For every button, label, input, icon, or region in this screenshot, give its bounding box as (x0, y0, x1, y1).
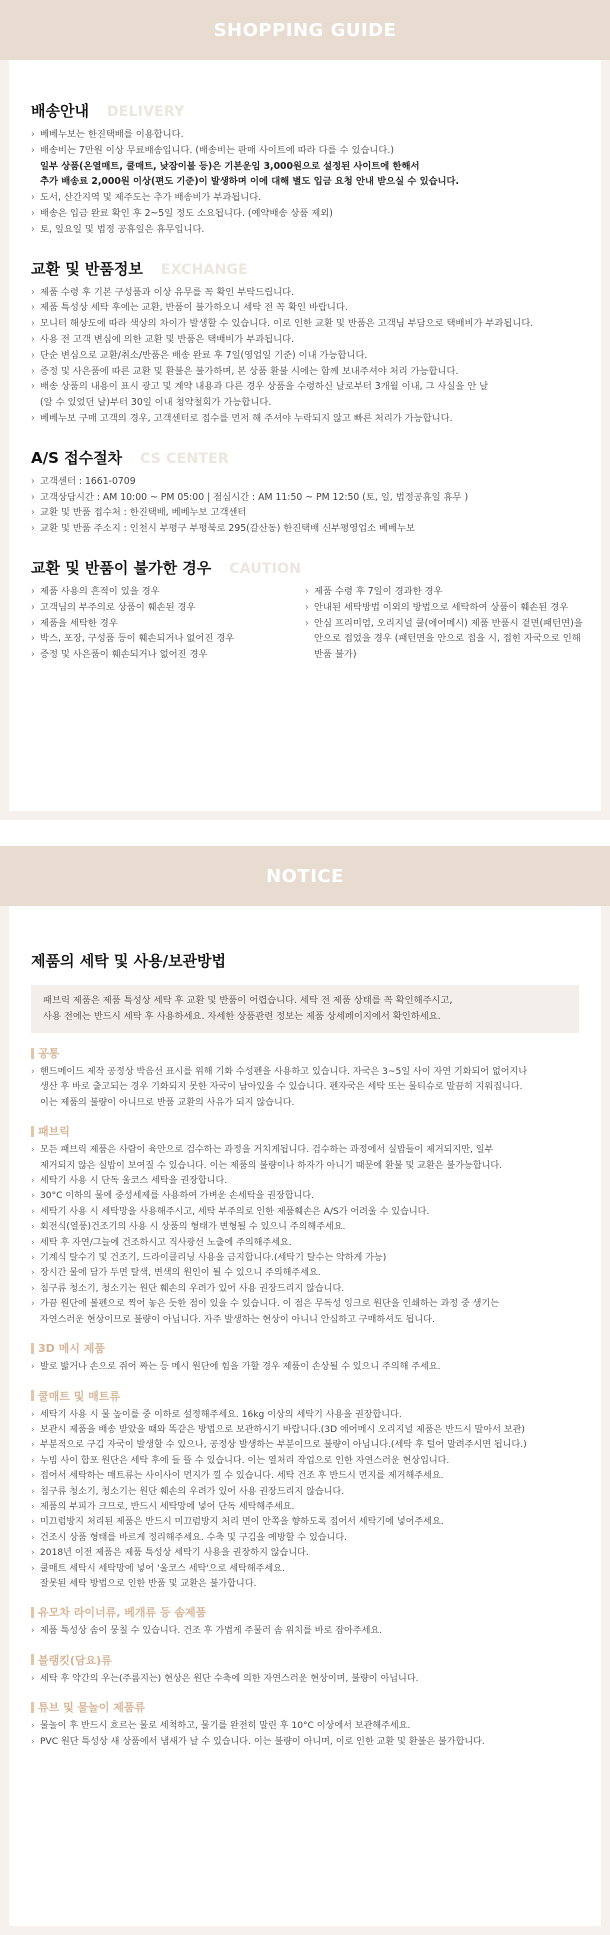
list-item: › 보관시 제품을 배송 받았을 때와 똑같은 방법으로 보관하시기 바랍니다.(3D 에어메시 오리지널 제품은 반드시 말아서 보관) (31, 1423, 579, 1438)
category-label: 블랭킷(담요)류 (38, 1653, 112, 1667)
category-label: 유모차 라이너류, 베개류 등 솜제품 (38, 1606, 207, 1620)
list-item: › 부분적으로 구김 자국이 발생할 수 있으나, 공정상 발생하는 부분이므로 불량이 아닙니다.(세탁 후 털어 말려주시면 됩니다.) (31, 1438, 579, 1453)
exchange-title: 교환 및 반품정보 (31, 259, 143, 278)
intro-line: 사용 전에는 반드시 세탁 후 사용하세요. 자세한 상품관련 정보는 제품 상세페이지에서 확인하세요. (43, 1011, 441, 1022)
category-marker (31, 1390, 34, 1401)
category-list (31, 1624, 579, 1639)
list-item: › 제품을 세탁한 경우 (31, 616, 305, 632)
list-item: › 제품 수령 후 기본 구성품과 이상 유무를 꼭 확인 부탁드립니다. (31, 285, 579, 301)
category-heading (31, 1652, 579, 1668)
list-item: › 발로 밟거나 손으로 쥐어 짜는 등 메시 원단에 힘을 가할 경우 제품이 손상될 수 있으니 주의해 주세요. (31, 1360, 579, 1375)
list-item: › 건조시 상품 형태를 바르게 정리해주세요. 수축 및 구김을 예방할 수 있습니다. (31, 1531, 579, 1546)
category-label: 튜브 및 물놀이 제품류 (38, 1701, 146, 1715)
delivery-subtitle: DELIVERY (106, 104, 185, 120)
category-list (31, 1360, 579, 1375)
list-item: 생산 후 바로 출고되는 경우 기화되지 못한 자국이 남아있을 수 있습니다. 펜자국은 세탁 또는 물티슈로 말끔히 지워집니다. (40, 1082, 523, 1093)
list-item: › 제품의 부피가 크므로, 반드시 세탁망에 넣어 단독 세탁해주세요. (31, 1500, 579, 1515)
category-marker (31, 1126, 34, 1137)
list-item: › 세탁기 사용 시 물 높이를 중 이하로 설정해주세요. 16kg 이상의 세탁기 사용을 권장합니다. (31, 1408, 579, 1423)
list-item: › 모든 패브릭 제품은 사람이 육안으로 검수하는 과정을 거치게됩니다. 검수하는 과정에서 실밥들이 제거되지만, 일부 (31, 1143, 579, 1158)
notice-title: NOTICE (266, 865, 344, 887)
exchange-heading (31, 258, 579, 279)
category-list (31, 1408, 579, 1593)
list-item: › PVC 원단 특성상 새 상품에서 냄새가 날 수 있습니다. 이는 불량이 아니며, 이로 인한 교환 및 환불은 불가합니다. (31, 1735, 579, 1750)
list-item: › 배송비는 7만원 이상 무료배송입니다. (배송비는 판매 사이트에 따라 다를 수 있습니다.) (31, 143, 579, 159)
list-item: 일부 상품(온열매트, 쿨매트, 낮잠이불 등)은 기본운임 3,000원으로 설정된 사이트에 한해서 (40, 160, 420, 172)
category-heading (31, 1604, 579, 1620)
notice-body (9, 906, 601, 1926)
list-item: › 미끄럼방지 처리된 제품은 반드시 미끄럼방지 처리 면이 안쪽을 향하도록 접어서 세탁기에 넣어주세요. (31, 1515, 579, 1530)
cs-title: A/S 접수절차 (31, 448, 123, 467)
delivery-title: 배송안내 (31, 102, 89, 120)
notice-header (0, 846, 610, 906)
category-heading (31, 1388, 579, 1404)
exchange-list (31, 285, 579, 427)
list-item: › 접어서 세탁하는 매트류는 사이사이 먼지가 낄 수 있습니다. 세탁 건조 후 반드시 먼지를 제거해주세요. (31, 1469, 579, 1484)
list-item: › 세탁 후 자연/그늘에 건조하시고 직사광선 노출에 주의해주세요. (31, 1236, 579, 1251)
list-item: › 모니터 해상도에 따라 색상의 차이가 발생할 수 있습니다. 이로 인한 교환 및 반품은 고객님 부담으로 택배비가 부과됩니다. (31, 316, 579, 332)
list-item: › 침구류 청소기, 청소기는 원단 훼손의 우려가 있어 사용 권장드리지 않습니다. (31, 1282, 579, 1297)
delivery-list (31, 127, 579, 238)
category-heading (31, 1045, 579, 1061)
list-item: › 세탁 후 약간의 우는(주름지는) 현상은 원단 수축에 의한 자연스러운 현상이며, 불량이 아닙니다. (31, 1672, 579, 1687)
caution-right-column (305, 584, 583, 663)
list-item: › 회전식(열풍)건조기의 사용 시 상품의 형태가 변형될 수 있으니 주의해주세요. (31, 1220, 579, 1235)
category-heading (31, 1123, 579, 1139)
category-marker (31, 1343, 34, 1354)
category-list (31, 1143, 579, 1328)
list-item: › 고객님의 부주의로 상품이 훼손된 경우 (31, 600, 305, 616)
list-item: 안으로 접었을 경우 (패턴면을 안으로 접을 시, 접힌 자국으로 인해 (314, 633, 581, 645)
caution-left-column (31, 584, 305, 663)
list-item: › 사용 전 고객 변심에 의한 교환 및 반품은 택배비가 부과됩니다. (31, 332, 579, 348)
caution-heading (31, 557, 579, 578)
list-item: › 고객센터 : 1661-0709 (31, 474, 579, 490)
caution-subtitle: CAUTION (229, 560, 302, 577)
shopping-guide-header (0, 0, 610, 60)
category-list (31, 1065, 579, 1111)
list-item: › 장시간 물에 담가 두면 탈색, 변색의 원인이 될 수 있으니 주의해주세요. (31, 1266, 579, 1281)
list-item: › 세탁기 사용 시 단독 울코스 세탁을 권장합니다. (31, 1174, 579, 1189)
list-item: 잘못된 세탁 방법으로 인한 반품 및 교환은 불가합니다. (40, 1578, 257, 1589)
notice-categories (31, 1045, 579, 1750)
category-marker (31, 1702, 34, 1713)
delivery-heading (31, 100, 579, 121)
list-item: 자연스러운 현상이므로 불량이 아닙니다. 자주 발생하는 현상이 아니니 안심하고 구매하셔도 됩니다. (40, 1314, 435, 1325)
list-item: › 안내된 세탁방법 이외의 방법으로 세탁하여 상품이 훼손된 경우 (305, 600, 579, 616)
list-item: › 박스, 포장, 구성품 등이 훼손되거나 없어진 경우 (31, 631, 305, 647)
list-item: › 기계식 탈수기 및 건조기, 드라이클리닝 사용을 금지합니다.(세탁기 탈수는 약하게 가능) (31, 1251, 579, 1266)
caution-columns (31, 584, 583, 663)
list-item: › 제품 특성상 솜이 뭉칠 수 있습니다. 건조 후 가볍게 주물러 솜 위치를 바로 잡아주세요. (31, 1624, 579, 1639)
cs-heading (31, 447, 579, 468)
category-marker (31, 1048, 34, 1059)
list-item: › 세탁기 사용 시 세탁망을 사용해주시고, 세탁 부주의로 인한 제품훼손은 A/S가 어려울 수 있습니다. (31, 1205, 579, 1220)
category-list (31, 1719, 579, 1750)
cs-list (31, 474, 579, 537)
list-item: 이는 제품의 불량이 아니므로 반품 교환의 사유가 되지 않습니다. (40, 1097, 295, 1108)
list-item: › 누빔 사이 합포 원단은 세탁 후에 들 뜰 수 있습니다. 이는 열처리 작업으로 인한 자연스러운 현상입니다. (31, 1454, 579, 1469)
list-item: › 침구류 청소기, 청소기는 원단 훼손의 우려가 있어 사용 권장드리지 않습니다. (31, 1485, 579, 1500)
shopping-guide-title: SHOPPING GUIDE (213, 19, 397, 41)
list-item: › 베베누보는 한진택배를 이용합니다. (31, 127, 579, 143)
list-item: › 교환 및 반품 주소지 : 인천시 부평구 부평북로 295(갈산동) 한진택배 신부평영업소 베베누보 (31, 521, 579, 537)
list-item: 반품 불가) (314, 649, 357, 661)
list-item: › 베베누보 구매 고객의 경우, 고객센터로 접수를 먼저 해 주셔야 누락되지 않고 빠른 처리가 가능합니다. (31, 411, 579, 427)
category-heading (31, 1699, 579, 1715)
list-item: › 교환 및 반품 접수처 : 한진택배, 베베누보 고객센터 (31, 505, 579, 521)
list-item: 추가 배송료 2,000원 이상(편도 기준)이 발생하며 이에 대해 별도 입금 요청 안내 받으실 수 있습니다. (40, 176, 460, 188)
notice-panel (0, 846, 610, 1935)
category-label: 쿨매트 및 매트류 (38, 1389, 121, 1403)
list-item: › 제품 수령 후 7일이 경과한 경우 (305, 584, 579, 600)
list-item: (알 수 있었던 날)부터 30일 이내 청약철회가 가능합니다. (40, 397, 272, 409)
list-item: › 안심 프리미엄, 오리지널 쿨(에어메시) 제품 반품시 겉면(패턴면)을 (305, 616, 579, 632)
list-item: › 제품 특성상 세탁 후에는 교환, 반품이 불가하오니 세탁 전 꼭 확인 바랍니다. (31, 300, 579, 316)
cs-subtitle: CS CENTER (140, 450, 229, 467)
list-item: › 쿨매트 세탁시 세탁망에 넣어 '울코스 세탁'으로 세탁해주세요. (31, 1562, 579, 1577)
list-item: › 고객상담시간 : AM 10:00 ~ PM 05:00 | 점심시간 : AM 11:50 ~ PM 12:50 (토, 일, 법정공휴일 휴무 ) (31, 490, 579, 506)
shopping-guide-panel (0, 0, 610, 820)
caution-title: 교환 및 반품이 불가한 경우 (31, 558, 212, 577)
list-item: › 증정 및 사은품에 따른 교환 및 환불은 불가하며, 본 상품 환불 시에는 함께 보내주셔야 처리 가능합니다. (31, 364, 579, 380)
list-item: › 배송은 입금 완료 확인 후 2~5일 정도 소요됩니다. (예약배송 상품 제외) (31, 206, 579, 222)
category-marker (31, 1607, 34, 1618)
list-item: › 가끔 원단에 볼펜으로 찍어 놓은 듯한 점이 있을 수 있습니다. 이 점은 무독성 잉크로 원단을 인쇄하는 과정 중 생기는 (31, 1297, 579, 1312)
category-label: 공통 (38, 1047, 60, 1060)
list-item: › 제품 사용의 흔적이 있을 경우 (31, 584, 305, 600)
category-heading (31, 1340, 579, 1356)
list-item: › 30°C 이하의 물에 중성세제를 사용하여 가벼운 손세탁을 권장합니다. (31, 1189, 579, 1204)
list-item: › 토, 일요일 및 법정 공휴일은 휴무입니다. (31, 222, 579, 238)
list-item: › 물놀이 후 반드시 흐르는 물로 세척하고, 물기를 완전히 말린 후 10°C 이상에서 보관해주세요. (31, 1719, 579, 1734)
intro-line: 패브릭 제품은 제품 특성상 세탁 후 교환 및 반품이 어렵습니다. 세탁 전 제품 상태를 꼭 확인해주시고, (43, 995, 453, 1006)
exchange-subtitle: EXCHANGE (160, 261, 248, 278)
list-item: › 단순 변심으로 교환/취소/반품은 배송 완료 후 7일(영업일 기준) 이내 가능합니다. (31, 348, 579, 364)
shopping-guide-body (9, 60, 601, 811)
category-label: 3D 메시 제품 (38, 1342, 105, 1356)
category-list (31, 1672, 579, 1687)
notice-intro-box (31, 985, 579, 1033)
list-item: › 배송 상품의 내용이 표시 광고 및 계약 내용과 다른 경우 상품을 수령하신 날로부터 3개월 이내, 그 사실을 안 날 (31, 379, 579, 395)
list-item: 제거되지 않은 실밥이 보여질 수 있습니다. 이는 제품의 불량이나 하자가 아니기 때문에 환불 및 교환은 불가능합니다. (40, 1160, 503, 1171)
category-label: 패브릭 (38, 1125, 70, 1139)
list-item: › 증정 및 사은품이 훼손되거나 없어진 경우 (31, 647, 305, 663)
notice-heading: 제품의 세탁 및 사용/보관방법 (31, 952, 227, 970)
list-item: › 2018년 이전 제품은 제품 특성상 세탁기 사용을 권장하지 않습니다. (31, 1546, 579, 1561)
list-item: › 핸드메이드 제작 공정상 박음선 표시를 위해 기화 수성펜을 사용하고 있습니다. 자국은 3~5일 사이 자연 기화되어 없어지나 (31, 1065, 579, 1080)
category-marker (31, 1654, 34, 1665)
list-item: › 도서, 산간지역 및 제주도는 추가 배송비가 부과됩니다. (31, 190, 579, 206)
